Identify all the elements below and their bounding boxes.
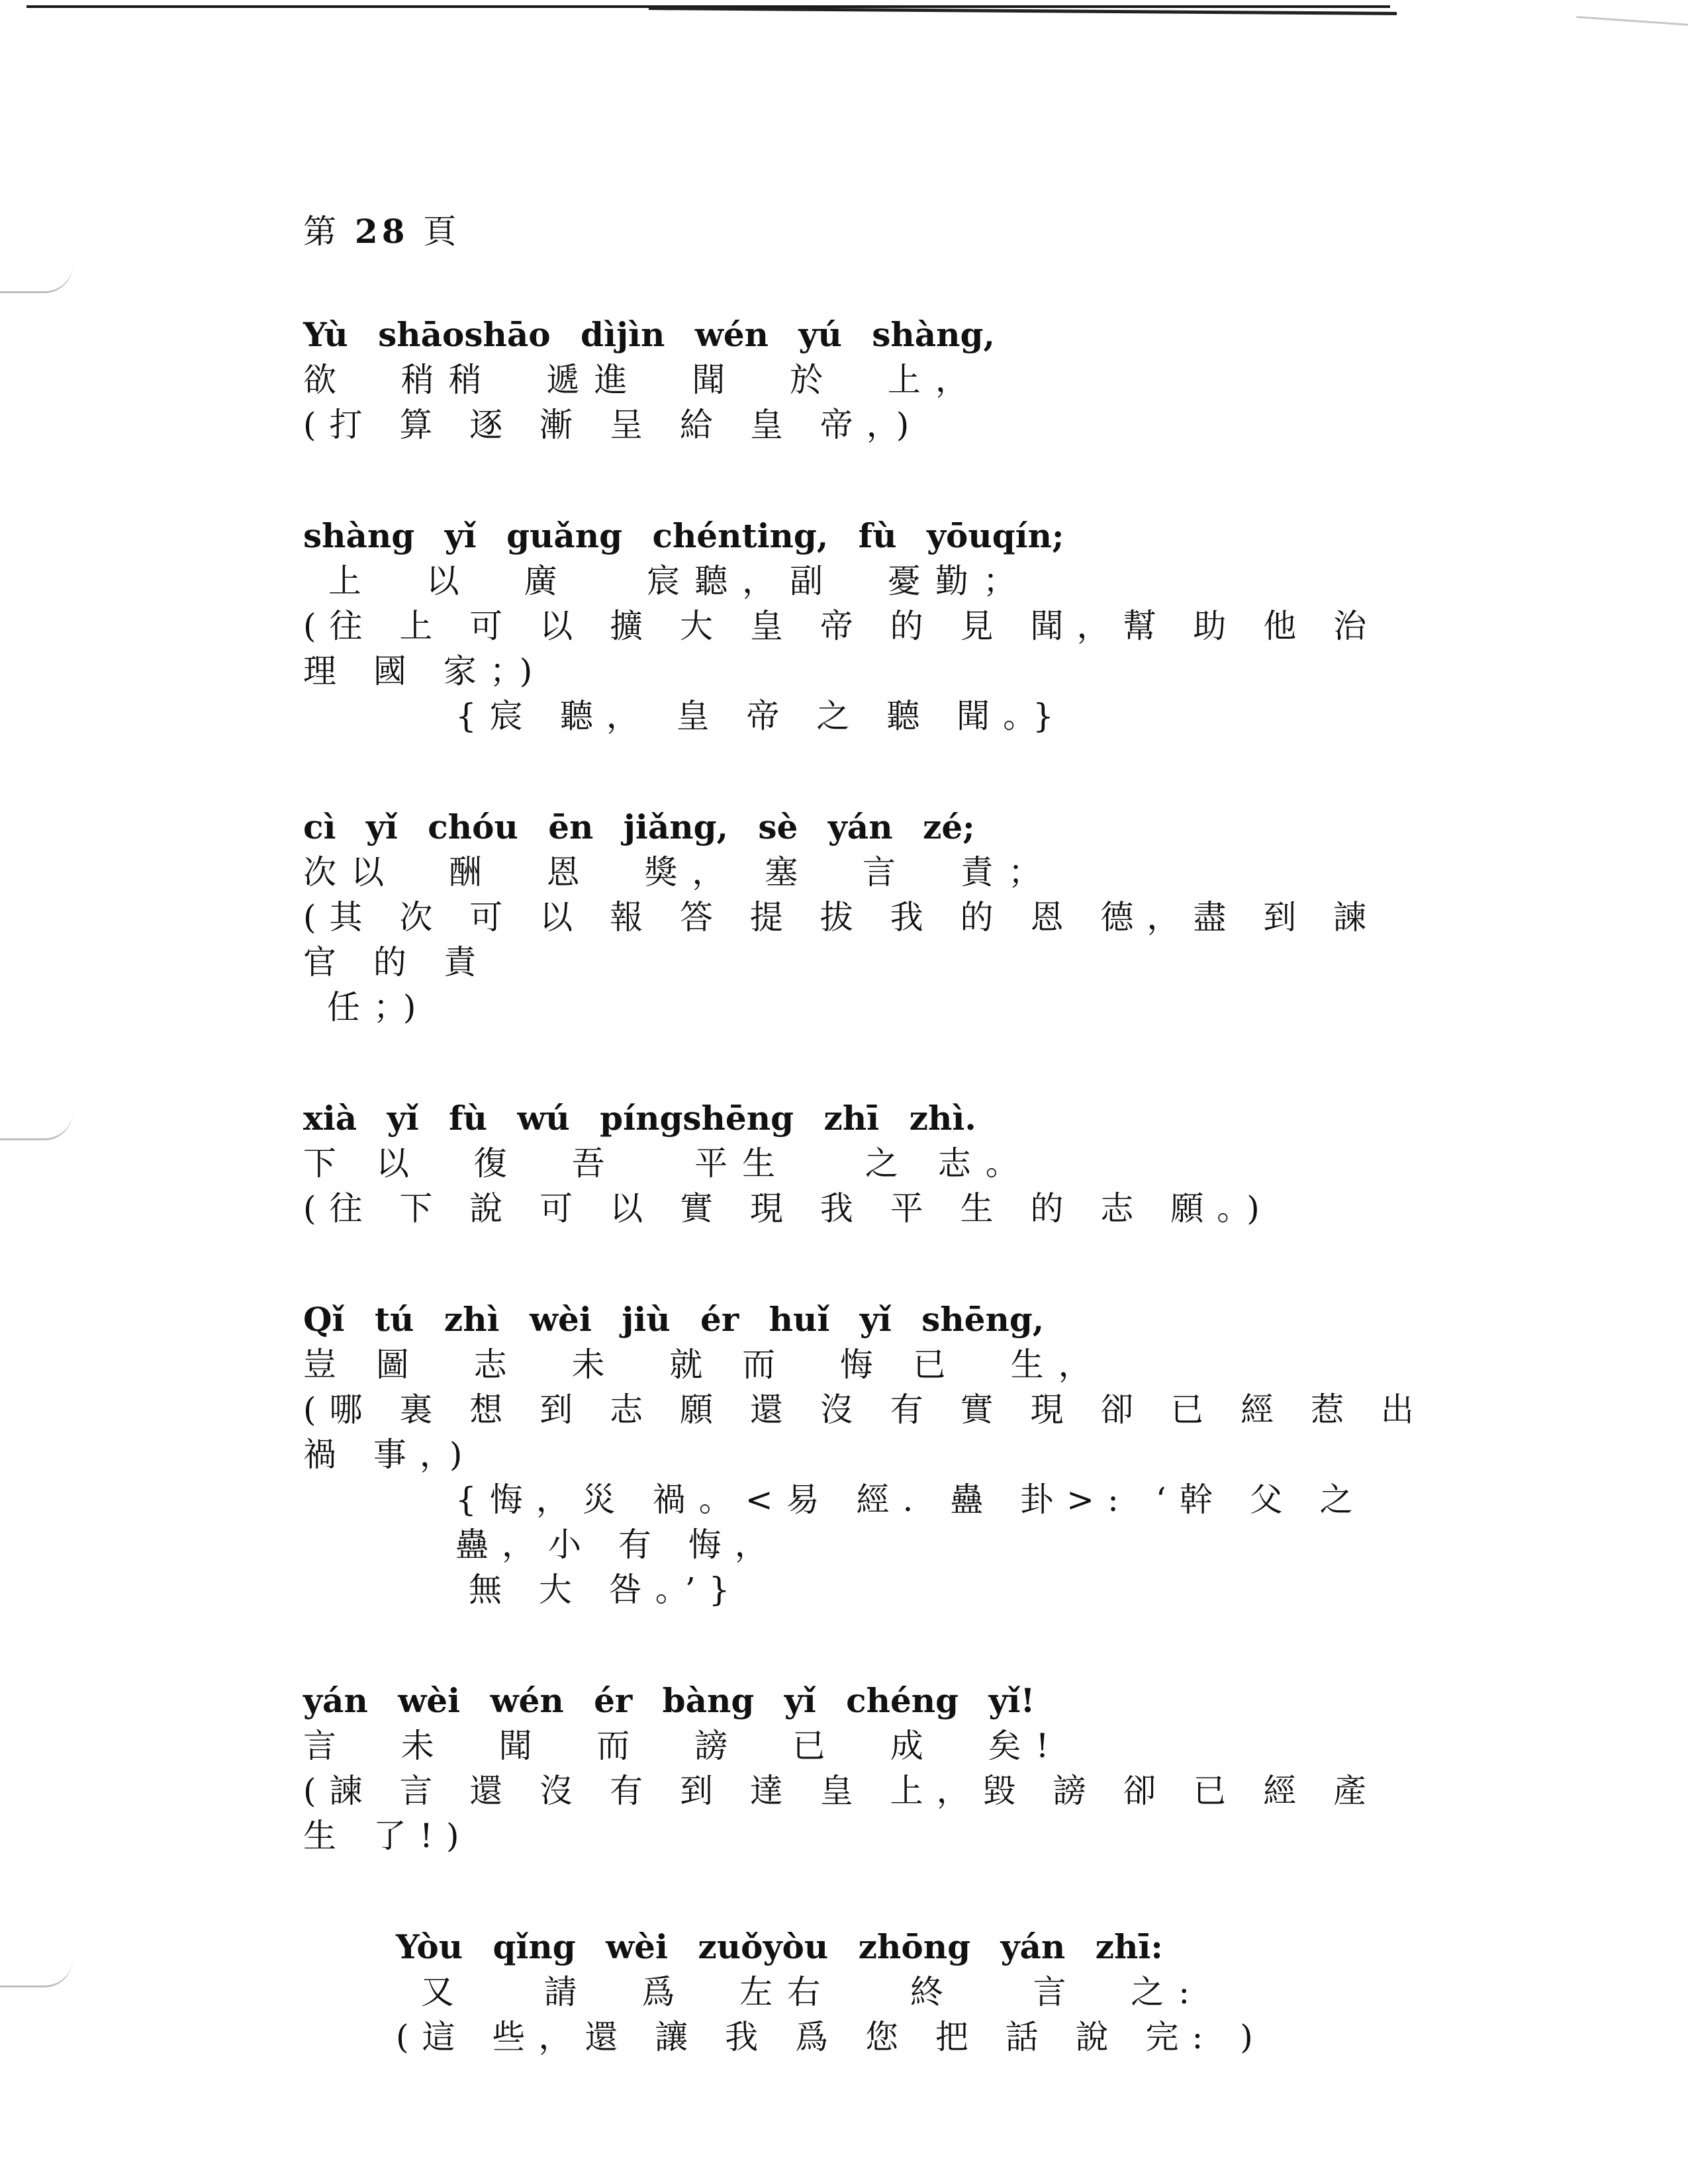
translation-line: (這 些，還 讓 我 爲 您 把 話 說 完: ): [396, 2018, 1266, 2056]
pinyin-line: Yòu qǐng wèi zuǒyòu zhōng yán zhī:: [396, 1927, 1163, 1966]
annotation-line-continued: 無 大 咎。’}: [469, 1570, 743, 1609]
scan-edge-mark: [1575, 16, 1688, 46]
translation-line: (打 算 逐 漸 呈 給 皇 帝，): [303, 406, 923, 444]
stanza-5: [303, 1277, 1451, 1612]
hanzi-line: 上 以 廣 宸聽，副 憂勤；: [303, 562, 1031, 600]
translation-line: (諫 言 還 沒 有 到 達 皇 上，毀 謗 卻 已 經 產 生 了!): [303, 1772, 1404, 1855]
pinyin-line: Qǐ tú zhì wèi jiù ér huǐ yǐ shēng,: [303, 1300, 1045, 1339]
binder-hole-mark: [0, 265, 73, 293]
page-number-label: [303, 205, 1429, 253]
stanza-4: [303, 1076, 1429, 1231]
page-number: 28: [354, 212, 409, 251]
hanzi-line: 次以 酬 恩 獎， 塞 言 責；: [303, 853, 1056, 891]
binder-hole-mark: [0, 1112, 73, 1140]
stanza-1: [303, 293, 1429, 447]
annotation-line: {悔，災 禍。<易 經. 蠱 卦>: ‘幹 父 之 蠱，小 有 悔，: [455, 1480, 1390, 1564]
stanza-7: [396, 1905, 1429, 2060]
hanzi-line: 言 未 聞 而 謗 已 成 矣!: [303, 1727, 1064, 1765]
binder-hole-mark: [0, 1959, 73, 1987]
stanza-3: [303, 785, 1429, 1030]
hanzi-line: 欲 稍稍 遞進 聞 於 上，: [303, 361, 983, 399]
translation-line: (其 次 可 以 報 答 提 拔 我 的 恩 德，盡 到 諫 官 的 責 任；): [303, 898, 1380, 1026]
annotation-line: {宸 聽， 皇 帝 之 聽 聞。}: [455, 697, 1067, 735]
page-content: [303, 205, 1451, 2106]
pinyin-line: xià yǐ fù wú píngshēng zhī zhì.: [303, 1099, 976, 1138]
page-label-prefix: 第: [303, 212, 340, 251]
hanzi-line: 豈 圖 志 未 就 而 悔 已 生，: [303, 1345, 1106, 1384]
pinyin-line: Yù shāoshāo dìjìn wén yú shàng,: [303, 315, 995, 354]
translation-line: (哪 裏 想 到 志 願 還 沒 有 實 現 卻 已 經 惹 出 禍 事，): [303, 1390, 1451, 1474]
hanzi-line: 下 以 復 吾 平生 之 志。: [303, 1144, 1033, 1183]
stanza-6: [303, 1659, 1429, 1858]
pinyin-line: cì yǐ chóu ēn jiǎng, sè yán zé;: [303, 807, 975, 846]
pinyin-line: shàng yǐ guǎng chénting, fù yōuqín;: [303, 516, 1064, 555]
stanza-2: [303, 494, 1429, 739]
page-label-suffix: 頁: [423, 212, 461, 251]
pinyin-line: yán wèi wén ér bàng yǐ chéng yǐ!: [303, 1681, 1035, 1720]
translation-line: (往 上 可 以 擴 大 皇 帝 的 見 聞，幫 助 他 治 理 國 家；): [303, 607, 1404, 690]
translation-line: (往 下 說 可 以 實 現 我 平 生 的 志 願。): [303, 1189, 1273, 1228]
hanzi-line: 又 請 爲 左右 終 言 之:: [396, 1973, 1205, 2011]
